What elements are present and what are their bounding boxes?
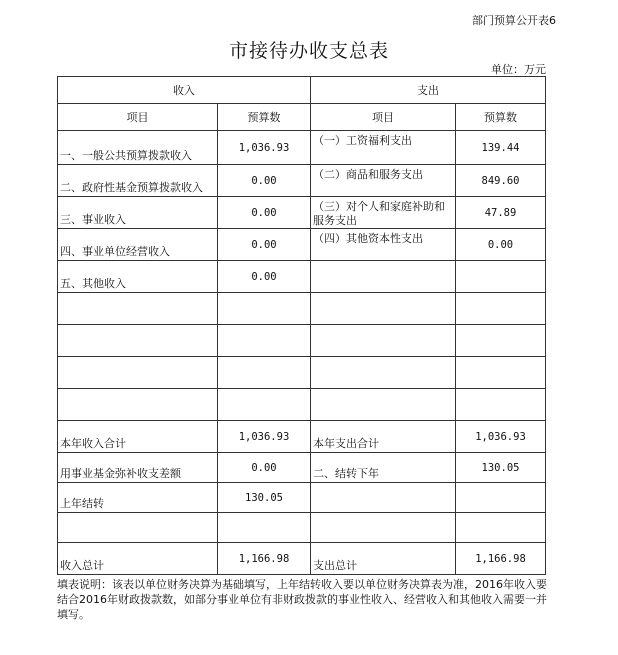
expense-item (311, 513, 456, 543)
table-row (58, 513, 546, 543)
expense-item (311, 261, 456, 293)
expense-item (311, 483, 456, 513)
table-row (58, 483, 546, 513)
income-value: 0.00 (218, 197, 311, 229)
expense-item: 支出总计 (311, 543, 456, 575)
income-item (58, 325, 218, 357)
income-item: 用事业基金弥补收支差额 (58, 453, 218, 483)
expense-header: 支出 (311, 77, 546, 104)
form-number: 部门预算公开表6 (472, 14, 556, 27)
expense-value: 849.60 (456, 165, 546, 197)
table-row (58, 453, 546, 483)
income-header: 收入 (58, 77, 311, 104)
expense-value (456, 483, 546, 513)
expense-item: （一）工资福利支出 (311, 131, 456, 165)
expense-value: 130.05 (456, 453, 546, 483)
income-item: 上年结转 (58, 483, 218, 513)
expense-item (311, 357, 456, 389)
table-row (58, 131, 546, 165)
income-item: 二、政府性基金预算拨款收入 (58, 165, 218, 197)
table-row (58, 325, 546, 357)
expense-item-header: 项目 (311, 104, 456, 131)
income-item: 四、事业单位经营收入 (58, 229, 218, 261)
table-row (58, 261, 546, 293)
income-item: 一、一般公共预算拨款收入 (58, 131, 218, 165)
expense-budget-header: 预算数 (456, 104, 546, 131)
expense-item: （二）商品和服务支出 (311, 165, 456, 197)
table-row (58, 293, 546, 325)
page-title: 市接待办收支总表 (228, 40, 389, 62)
expense-value (456, 513, 546, 543)
expense-value: 1,036.93 (456, 421, 546, 453)
table-row (58, 543, 546, 575)
expense-value (456, 261, 546, 293)
income-item: 三、事业收入 (58, 197, 218, 229)
income-item: 五、其他收入 (58, 261, 218, 293)
income-item: 本年收入合计 (58, 421, 218, 453)
income-item: 收入总计 (58, 543, 218, 575)
expense-item: （四）其他资本性支出 (311, 229, 456, 261)
expense-value (456, 389, 546, 421)
table-row (58, 389, 546, 421)
expense-value: 47.89 (456, 197, 546, 229)
expense-item (311, 293, 456, 325)
income-value: 1,036.93 (218, 131, 311, 165)
unit-label: 单位：万元 (491, 63, 546, 76)
income-value (218, 513, 311, 543)
table-row (58, 229, 546, 261)
expense-item (311, 325, 456, 357)
income-value (218, 389, 311, 421)
table-row (58, 165, 546, 197)
expense-value (456, 357, 546, 389)
income-value: 0.00 (218, 453, 311, 483)
expense-item: 二、结转下年 (311, 453, 456, 483)
income-item (58, 513, 218, 543)
income-item (58, 357, 218, 389)
table-row (58, 357, 546, 389)
income-value: 130.05 (218, 483, 311, 513)
expense-value: 139.44 (456, 131, 546, 165)
income-value: 0.00 (218, 165, 311, 197)
budget-table (57, 76, 546, 575)
expense-item (311, 389, 456, 421)
income-value (218, 357, 311, 389)
income-budget-header: 预算数 (218, 104, 311, 131)
footnote: 填表说明：该表以单位财务决算为基础填写，上年结转收入要以单位财务决算表为准，2016年收入要结合2016年财政拨款数，如部分事业单位有非财政拨款的事业性收入、经营收入和其他收入需要一并填写。 (57, 578, 547, 621)
income-value (218, 293, 311, 325)
income-value: 1,166.98 (218, 543, 311, 575)
income-value: 1,036.93 (218, 421, 311, 453)
income-value: 0.00 (218, 229, 311, 261)
income-item-header: 项目 (58, 104, 218, 131)
income-item (58, 293, 218, 325)
expense-item: 本年支出合计 (311, 421, 456, 453)
expense-value: 1,166.98 (456, 543, 546, 575)
table-row (58, 197, 546, 229)
expense-value: 0.00 (456, 229, 546, 261)
table-row (58, 421, 546, 453)
expense-value (456, 293, 546, 325)
income-value: 0.00 (218, 261, 311, 293)
income-item (58, 389, 218, 421)
expense-item: （三）对个人和家庭补助和服务支出 (311, 197, 456, 229)
income-value (218, 325, 311, 357)
expense-value (456, 325, 546, 357)
